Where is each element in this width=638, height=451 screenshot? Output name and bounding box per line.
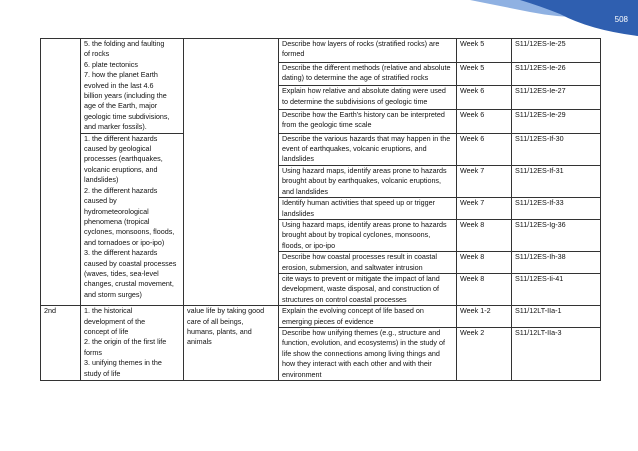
content-line: and storm surges) [84,289,142,299]
code-cell: S11/12ES-If-30 [512,133,601,165]
content-line: caused by coastal processes [84,258,177,268]
week-cell: Week 6 [457,86,512,110]
week-cell: Week 5 [457,39,512,63]
competency-cell: Using hazard maps, identify areas prone to hazards brought about by earthquakes, volcanic eruptions, and landslides [279,165,457,197]
competency-cell: Explain the evolving concept of life based on emerging pieces of evidence [279,306,457,328]
content-line: care of all beings, [187,316,244,326]
competency-cell: Explain how relative and absolute dating were used to determine the subdivisions of geologic time [279,86,457,110]
week-cell: Week 7 [457,165,512,197]
competency-cell: cite ways to prevent or mitigate the impact of land development, waste disposal, and construction of structures on control coastal processes [279,273,457,305]
competency-cell: Describe how coastal processes result in coastal erosion, submersion, and saltwater intrusion [279,252,457,274]
code-cell: S11/12ES-Ie-25 [512,39,601,63]
code-cell: S11/12ES-If-31 [512,165,601,197]
competency-cell: Describe the different methods (relative and absolute dating) to determine the age of stratified rocks [279,62,457,86]
content-line: evolved in the last 4.6 [84,80,154,90]
content-line: volcanic eruptions, and [84,164,158,174]
content-line: and marker fossils). [84,122,147,132]
week-cell: Week 8 [457,219,512,251]
quarter-cell: 2nd [41,306,81,381]
content-line: phenomena (tropical [84,216,150,226]
week-cell: Week 1-2 [457,306,512,328]
week-cell: Week 5 [457,62,512,86]
content-line: changes, crustal movement, [84,279,174,289]
curriculum-table [40,38,601,381]
content-line: 1. the historical [84,306,133,316]
content-line: development of the [84,316,146,326]
content-line: landslides) [84,175,119,185]
content-line: processes (earthquakes, [84,154,163,164]
week-cell: Week 6 [457,133,512,165]
content-line: 2. the origin of the first life [84,337,167,347]
page-header-banner [0,0,638,40]
table-row [41,133,601,165]
content-line: concept of life [84,326,129,336]
competency-cell: Describe how layers of rocks (stratified rocks) are formed [279,39,457,63]
content-line: 7. how the planet Earth [84,70,158,80]
competency-cell: Describe the various hazards that may happen in the event of earthquakes, volcanic eruptions, and landslides [279,133,457,165]
code-cell: S11/12LT-IIa-3 [512,327,601,380]
content-line: hydrometeorological [84,206,149,216]
content-line: billion years (including the [84,91,167,101]
content-line: 3. unifying themes in the [84,358,162,368]
week-cell: Week 8 [457,252,512,274]
code-cell: S11/12ES-If-33 [512,198,601,220]
code-cell: S11/12ES-Ie-26 [512,62,601,86]
code-cell: S11/12LT-IIa-1 [512,306,601,328]
content-cell [81,133,184,306]
performance-cell [184,39,279,306]
content-line: 2. the different hazards [84,185,158,195]
content-cell [81,39,184,134]
performance-cell [184,306,279,381]
content-line: and tornadoes or ipo-ipo) [84,237,165,247]
week-cell: Week 7 [457,198,512,220]
content-line: (waves, tides, sea-level [84,268,159,278]
content-line: geologic time subdivisions, [84,111,170,121]
content-line: 6. plate tectonics [84,59,138,69]
content-line: forms [84,347,102,357]
content-line: 3. the different hazards [84,248,158,258]
content-line: cyclones, monsoons, floods, [84,227,175,237]
competency-cell: Describe how the Earth’s history can be interpreted from the geologic time scale [279,109,457,133]
content-line: value life by taking good [187,306,265,316]
week-cell: Week 6 [457,109,512,133]
content-line: animals [187,337,212,347]
code-cell: S11/12ES-Ie-29 [512,109,601,133]
table-row [41,306,601,328]
code-cell: S11/12ES-Ie-27 [512,86,601,110]
competency-cell: Identify human activities that speed up or trigger landslides [279,198,457,220]
week-cell: Week 8 [457,273,512,305]
content-line: humans, plants, and [187,326,252,336]
competency-cell: Describe how unifying themes (e.g., structure and function, evolution, and ecosystems) in the study of life show the connections among living things and how they interact with each other and with their environment [279,327,457,380]
code-cell: S11/12ES-Ii-41 [512,273,601,305]
table-row [41,39,601,63]
content-line: of rocks [84,49,110,59]
code-cell: S11/12ES-Ig-36 [512,219,601,251]
week-cell: Week 2 [457,327,512,380]
content-line: caused by geological [84,144,152,154]
page-number: 508 [614,15,628,24]
content-line: caused by [84,196,117,206]
content-line: 1. the different hazards [84,133,158,143]
content-line: 5. the folding and faulting [84,39,165,48]
competency-cell: Using hazard maps, identify areas prone to hazards brought about by tropical cyclones, monsoons, floods, or ipo-ipo [279,219,457,251]
quarter-cell [41,39,81,306]
content-line: study of life [84,368,121,378]
content-cell [81,306,184,381]
code-cell: S11/12ES-Ih-38 [512,252,601,274]
content-line: age of the Earth, major [84,101,158,111]
